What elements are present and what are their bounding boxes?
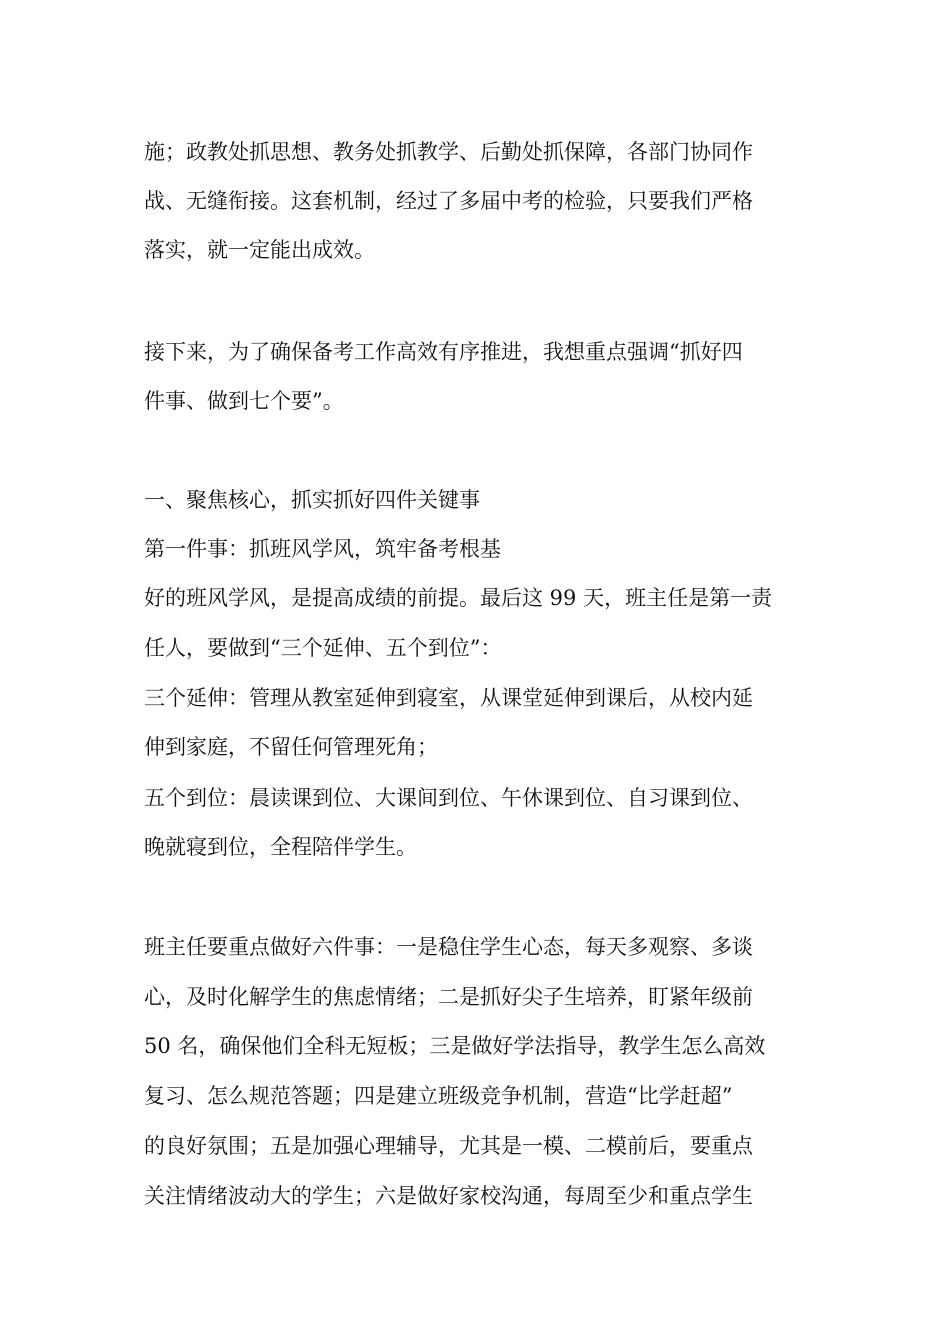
text-line: 晚就寝到位，全程陪伴学生。	[144, 835, 417, 859]
text-line: 落实，就一定能出成效。	[144, 238, 375, 262]
text-line: 班主任要重点做好六件事：一是稳住学生心态，每天多观察、多谈	[144, 935, 753, 959]
text-line: 五个到位：晨读课到位、大课间到位、午休课到位、自习课到位、	[144, 786, 753, 810]
text-line: 三个延伸：管理从教室延伸到寝室，从课堂延伸到课后，从校内延	[144, 686, 753, 710]
text-line: 接下来，为了确保备考工作高效有序推进，我想重点强调“抓好四	[144, 340, 743, 364]
text-line: 件事、做到七个要”。	[144, 389, 344, 413]
text-line: 施；政教处抓思想、教务处抓教学、后勤处抓保障，各部门协同作	[144, 140, 753, 164]
text-line: 心，及时化解学生的焦虑情绪；二是抓好尖子生培养，盯紧年级前	[144, 985, 753, 1009]
text-line: 任人，要做到“三个延伸、五个到位”：	[144, 636, 502, 660]
text-line: 战、无缝衔接。这套机制，经过了多届中考的检验，只要我们严格	[144, 189, 753, 213]
text-line: 的良好氛围；五是加强心理辅导，尤其是一模、二模前后，要重点	[144, 1134, 753, 1158]
text-line: 复习、怎么规范答题；四是建立班级竞争机制，营造“比学赶超”	[144, 1084, 733, 1108]
text-line: 关注情绪波动大的学生；六是做好家校沟通，每周至少和重点学生	[144, 1184, 753, 1208]
text-line: 伸到家庭，不留任何管理死角；	[144, 735, 438, 759]
text-line: 50 名，确保他们全科无短板；三是做好学法指导，教学生怎么高效	[144, 1034, 766, 1058]
subsection-heading: 第一件事：抓班风学风，筑牢备考根基	[144, 537, 501, 561]
section-heading: 一、聚焦核心，抓实抓好四件关键事	[144, 488, 480, 512]
text-line: 好的班风学风，是提高成绩的前提。最后这 99 天，班主任是第一责	[144, 586, 773, 610]
